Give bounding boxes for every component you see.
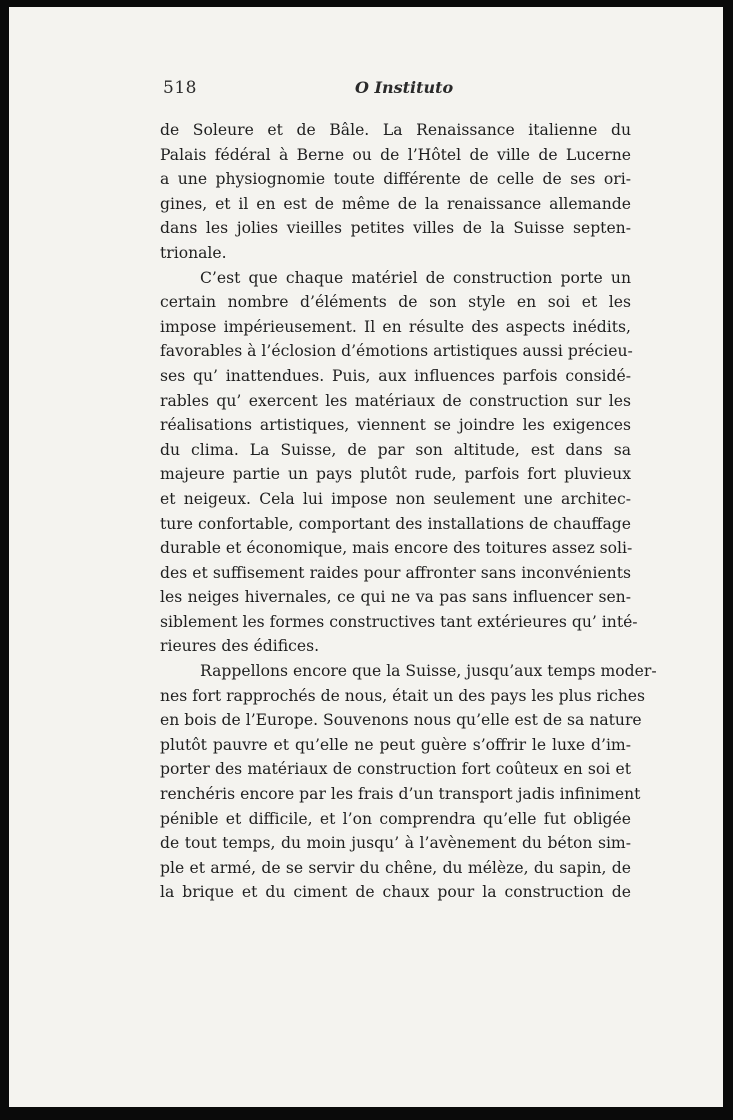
- text-line: pénible et difficile, et l’on comprendra qu’elle fut obligée: [160, 809, 631, 828]
- text-line: de tout temps, du moin jusqu’ à l’avènement du béton sim-: [160, 834, 631, 853]
- text-line: impose impérieusement. Il en résulte des aspects inédits,: [160, 317, 631, 336]
- text-line: Palais fédéral à Berne ou de l’Hôtel de ville de Lucerne: [160, 145, 631, 164]
- text-line: durable et économique, mais encore des toitures assez soli-: [160, 539, 633, 558]
- text-line: rieures des édifices.: [160, 637, 320, 656]
- text-line: Rappellons encore que la Suisse, jusqu’aux temps moder-: [200, 662, 657, 681]
- text-line: en bois de l’Europe. Souvenons nous qu’elle est de sa nature: [160, 711, 642, 730]
- text-line: majeure partie un pays plutôt rude, parfois fort pluvieux: [160, 465, 631, 484]
- text-line: favorables à l’éclosion d’émotions artistiques aussi précieu-: [160, 342, 633, 361]
- text-line: dans les jolies vieilles petites villes de la Suisse septen-: [160, 219, 631, 238]
- paragraph-1: [160, 118, 631, 266]
- text-line: ture confortable, comportant des installations de chauffage: [160, 514, 631, 533]
- text-line: ple et armé, de se servir du chêne, du mélèze, du sapin, de: [160, 858, 631, 877]
- text-line: les neiges hivernales, ce qui ne va pas sans influencer sen-: [160, 588, 631, 607]
- paragraph-3: [160, 659, 657, 905]
- text-line: porter des matériaux de construction fort coûteux en soi et: [160, 760, 631, 779]
- paragraph-2: [160, 266, 638, 660]
- page-header: [155, 78, 631, 102]
- text-line: C’est que chaque matériel de construction porte un: [200, 268, 631, 287]
- text-line: du clima. La Suisse, de par son altitude, est dans sa: [160, 440, 631, 459]
- text-line: siblement les formes constructives tant extérieures qu’ inté-: [160, 612, 638, 631]
- page-number: 518: [163, 78, 197, 98]
- text-line: et neigeux. Cela lui impose non seulement une architec-: [160, 489, 631, 508]
- text-line: gines, et il en est de même de la renaissance allemande: [160, 194, 631, 213]
- text-line: de Soleure et de Bâle. La Renaissance italienne du: [160, 121, 631, 139]
- text-line: plutôt pauvre et qu’elle ne peut guère s’offrir le luxe d’im-: [160, 735, 631, 754]
- text-line: certain nombre d’éléments de son style en soi et les: [160, 293, 631, 312]
- text-line: a une physiognomie toute différente de celle de ses ori-: [160, 170, 631, 189]
- body-text: [160, 118, 657, 905]
- running-title: O Instituto: [355, 78, 454, 97]
- text-line: nes fort rapprochés de nous, était un des pays les plus riches: [160, 686, 646, 705]
- text-line: trionale.: [160, 243, 227, 262]
- text-line: renchéris encore par les frais d’un transport jadis infiniment: [160, 785, 641, 804]
- text-line: des et suffisement raides pour affronter sans inconvénients: [160, 563, 631, 582]
- text-line: la brique et du ciment de chaux pour la construction de: [160, 883, 631, 902]
- text-line: ses qu’ inattendues. Puis, aux influences parfois considé-: [160, 366, 631, 385]
- text-line: réalisations artistiques, viennent se joindre les exigences: [160, 416, 631, 435]
- text-line: rables qu’ exercent les matériaux de construction sur les: [160, 391, 631, 410]
